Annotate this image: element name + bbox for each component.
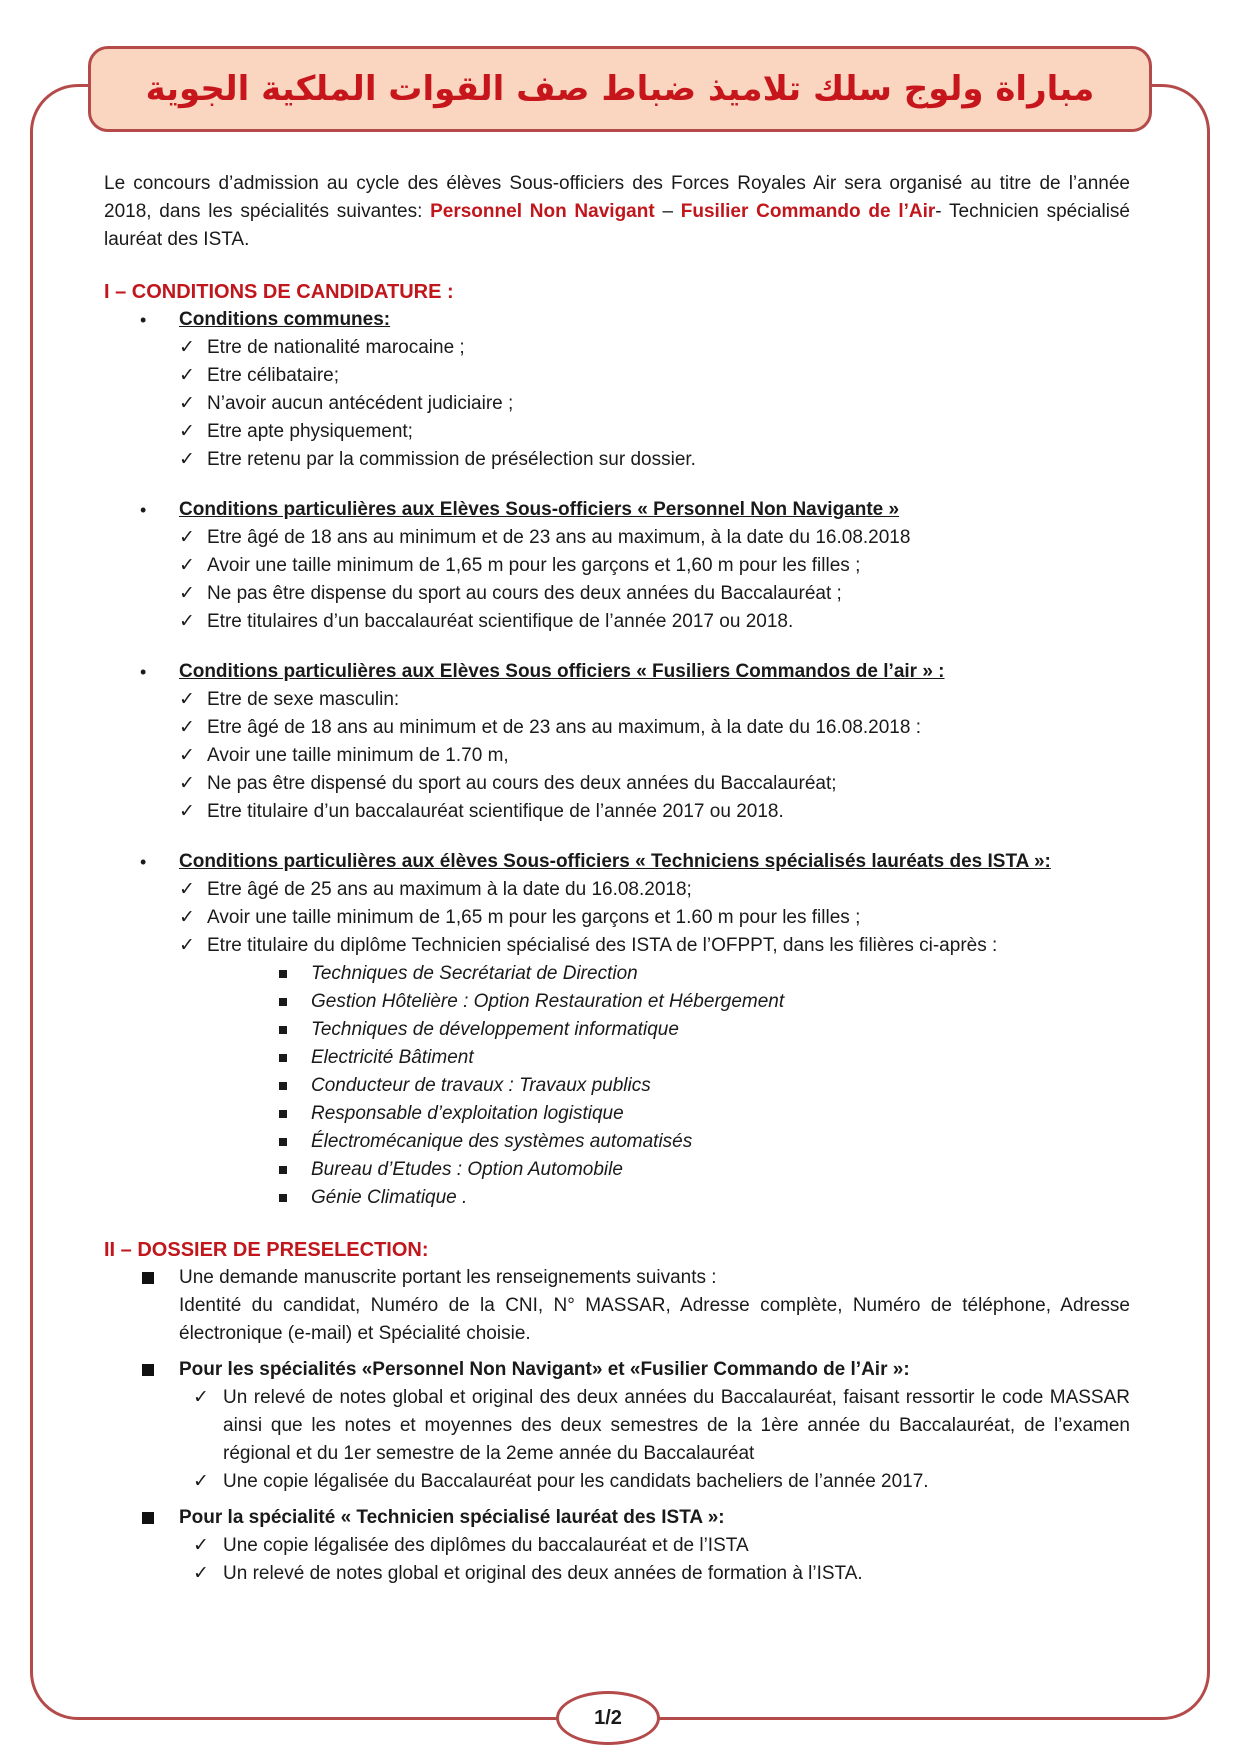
square-bullet-icon	[279, 1026, 287, 1034]
list-item-text: Etre âgé de 25 ans au maximum à la date du 16.08.2018;	[207, 879, 692, 900]
intro-text-1: Le concours d’admission au cycle des élèves Sous-officiers des Forces Royales Air sera organisé au titre de l’année 2018, dans les spécialités suivantes:	[104, 173, 1130, 222]
list-item-text: Une copie légalisée du Baccalauréat pour les candidats bacheliers de l’année 2017.	[223, 1471, 929, 1492]
list-item-text: Etre âgé de 18 ans au minimum et de 23 ans au maximum, à la date du 16.08.2018	[207, 527, 911, 548]
list-item	[179, 608, 1130, 636]
intro-highlight-fusilier: Fusilier Commando de l’Air	[680, 201, 936, 222]
list-item	[179, 798, 1130, 826]
filieres-list	[179, 960, 1130, 1212]
conditions-group-techniciens-ista	[104, 848, 1130, 1212]
list-item	[179, 446, 1130, 474]
list-item-text: Ne pas être dispense du sport au cours des deux années du Baccalauréat ;	[207, 583, 842, 604]
dossier-item-ista	[104, 1504, 1130, 1588]
list-item-text: Avoir une taille minimum de 1,65 m pour les garçons et 1,60 m pour les filles ;	[207, 555, 861, 576]
check-icon: ✓	[193, 1563, 209, 1584]
filiere-item	[279, 1016, 1130, 1044]
check-icon: ✓	[193, 1387, 209, 1408]
conditions-group-communes	[104, 306, 1130, 474]
list-item	[179, 686, 1130, 714]
square-bullet-icon	[279, 970, 287, 978]
list-item	[179, 524, 1130, 552]
filiere-item	[279, 1184, 1130, 1212]
check-icon: ✓	[179, 421, 195, 442]
list-item-text: Etre retenu par la commission de présélection sur dossier.	[207, 449, 696, 470]
list-item-text: Etre de sexe masculin:	[207, 689, 400, 710]
list-item	[179, 876, 1130, 904]
square-bullet-icon	[279, 998, 287, 1006]
list-item	[179, 362, 1130, 390]
square-bullet-icon	[279, 1194, 287, 1202]
check-icon: ✓	[179, 689, 195, 710]
list-item	[179, 770, 1130, 798]
square-bullet-icon	[142, 1512, 154, 1524]
group-title: Conditions communes:	[179, 309, 391, 330]
filiere-item	[279, 1156, 1130, 1184]
list-item-text: Etre âgé de 18 ans au minimum et de 23 ans au maximum, à la date du 16.08.2018 :	[207, 717, 921, 738]
list-item-text: Etre célibataire;	[207, 365, 340, 386]
intro-paragraph	[104, 170, 1130, 254]
list-item-text: Avoir une taille minimum de 1,65 m pour les garçons et 1.60 m pour les filles ;	[207, 907, 861, 928]
conditions-group-personnel-non-navigante	[104, 496, 1130, 636]
list-item	[179, 714, 1130, 742]
intro-highlight-personnel: Personnel Non Navigant	[430, 201, 655, 222]
page-number: 1/2	[594, 1706, 622, 1729]
filiere-item	[279, 1072, 1130, 1100]
section-2-title: II – DOSSIER DE PRESELECTION:	[104, 1239, 429, 1261]
list-item-text: Un relevé de notes global et original des deux années de formation à l’ISTA.	[223, 1563, 863, 1584]
check-icon: ✓	[179, 801, 195, 822]
list-item	[179, 904, 1130, 932]
check-icon: ✓	[179, 907, 195, 928]
check-icon: ✓	[179, 773, 195, 794]
list-item	[193, 1384, 1130, 1468]
square-bullet-icon	[279, 1110, 287, 1118]
group-title: Conditions particulières aux élèves Sous-officiers « Techniciens spécialisés lauréats des ISTA »:	[179, 851, 1051, 872]
filiere-text: Responsable d’exploitation logistique	[311, 1103, 624, 1124]
list-item	[179, 418, 1130, 446]
list-item	[193, 1560, 1130, 1588]
check-icon: ✓	[179, 365, 195, 386]
bullet-disc-icon: •	[140, 310, 147, 330]
filiere-text: Génie Climatique .	[311, 1187, 468, 1208]
check-icon: ✓	[179, 449, 195, 470]
check-icon: ✓	[179, 583, 195, 604]
check-icon: ✓	[193, 1471, 209, 1492]
document-body	[104, 170, 1130, 1588]
dossier-item-title: Pour les spécialités «Personnel Non Navigant» et «Fusilier Commando de l’Air »:	[179, 1359, 910, 1380]
check-icon: ✓	[179, 555, 195, 576]
square-bullet-icon	[279, 1082, 287, 1090]
list-item	[179, 742, 1130, 770]
bullet-disc-icon: •	[140, 500, 147, 520]
dossier-item-text: Identité du candidat, Numéro de la CNI, N° MASSAR, Adresse complète, Numéro de téléphone, Adresse électronique (e-mail) et Spécialité choisie.	[179, 1295, 1130, 1344]
square-bullet-icon	[142, 1364, 154, 1376]
filiere-text: Gestion Hôtelière : Option Restauration et Hébergement	[311, 991, 785, 1012]
dossier-item-pnn-fca	[104, 1356, 1130, 1496]
filiere-text: Electricité Bâtiment	[311, 1047, 474, 1068]
square-bullet-icon	[142, 1272, 154, 1284]
conditions-group-fusiliers-commandos	[104, 658, 1130, 826]
group-title: Conditions particulières aux Elèves Sous officiers « Fusiliers Commandos de l’air » :	[179, 661, 945, 682]
check-icon: ✓	[179, 527, 195, 548]
bullet-disc-icon: •	[140, 852, 147, 872]
list-item-text: Etre de nationalité marocaine ;	[207, 337, 465, 358]
section-1-title: I – CONDITIONS DE CANDIDATURE :	[104, 281, 454, 303]
filiere-text: Conducteur de travaux : Travaux publics	[311, 1075, 651, 1096]
list-item-text: Etre titulaire du diplôme Technicien spécialisé des ISTA de l’OFPPT, dans les filières ci-après :	[207, 935, 998, 956]
filiere-item	[279, 988, 1130, 1016]
filiere-item	[279, 960, 1130, 988]
page-number-badge	[556, 1691, 660, 1745]
list-item-text: Ne pas être dispensé du sport au cours des deux années du Baccalauréat;	[207, 773, 837, 794]
list-item-text: Avoir une taille minimum de 1.70 m,	[207, 745, 509, 766]
check-icon: ✓	[179, 337, 195, 358]
square-bullet-icon	[279, 1138, 287, 1146]
group-title: Conditions particulières aux Elèves Sous-officiers « Personnel Non Navigante »	[179, 499, 900, 520]
dossier-item-demande	[104, 1264, 1130, 1348]
check-icon: ✓	[179, 393, 195, 414]
list-item-text: Etre titulaires d’un baccalauréat scientifique de l’année 2017 ou 2018.	[207, 611, 794, 632]
check-icon: ✓	[179, 717, 195, 738]
list-item	[179, 334, 1130, 362]
list-item	[179, 390, 1130, 418]
filiere-item	[279, 1100, 1130, 1128]
list-item	[193, 1468, 1130, 1496]
bullet-disc-icon: •	[140, 662, 147, 682]
list-item-text: Un relevé de notes global et original des deux années du Baccalauréat, faisant ressortir le code MASSAR ainsi que les notes et moyennes des deux semestres de la 1ère année du Baccalauréat, de l’examen régional et du 1er semestre de la 2eme année du Baccalauréat	[223, 1387, 1130, 1464]
dossier-item-title: Une demande manuscrite portant les renseignements suivants :	[179, 1267, 717, 1288]
check-icon: ✓	[193, 1535, 209, 1556]
list-item	[179, 580, 1130, 608]
filiere-text: Électromécanique des systèmes automatisés	[311, 1131, 693, 1152]
filiere-item	[279, 1128, 1130, 1156]
filiere-item	[279, 1044, 1130, 1072]
check-icon: ✓	[179, 879, 195, 900]
dossier-item-title: Pour la spécialité « Technicien spécialisé lauréat des ISTA »:	[179, 1507, 725, 1528]
list-item	[179, 552, 1130, 580]
intro-separator: –	[654, 201, 681, 222]
check-icon: ✓	[179, 745, 195, 766]
filiere-text: Bureau d’Etudes : Option Automobile	[311, 1159, 623, 1180]
intro-text-2: - Technicien spécialisé lauréat des ISTA.	[104, 201, 1130, 250]
list-item-text: Etre apte physiquement;	[207, 421, 413, 442]
list-item-text: Etre titulaire d’un baccalauréat scientifique de l’année 2017 ou 2018.	[207, 801, 784, 822]
list-item-text: Une copie légalisée des diplômes du baccalauréat et de l’ISTA	[223, 1535, 749, 1556]
check-icon: ✓	[179, 611, 195, 632]
check-icon: ✓	[179, 935, 195, 956]
filiere-text: Techniques de développement informatique	[311, 1019, 679, 1040]
square-bullet-icon	[279, 1054, 287, 1062]
list-item	[193, 1532, 1130, 1560]
page-title: مباراة ولوج سلك تلاميذ ضباط صف القوات الملكية الجوية	[145, 69, 1095, 109]
list-item	[179, 932, 1130, 960]
title-banner	[88, 46, 1152, 132]
list-item-text: N’avoir aucun antécédent judiciaire ;	[207, 393, 514, 414]
filiere-text: Techniques de Secrétariat de Direction	[311, 963, 638, 984]
square-bullet-icon	[279, 1166, 287, 1174]
